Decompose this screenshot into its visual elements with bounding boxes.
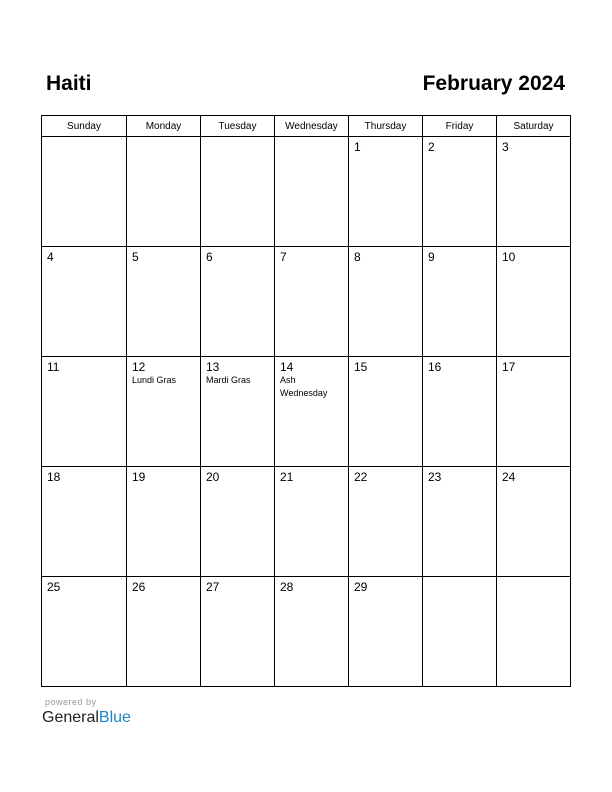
day-number: 17 xyxy=(502,360,516,374)
day-cell xyxy=(423,137,497,247)
generalblue-logo[interactable] xyxy=(42,708,131,728)
day-number: 6 xyxy=(206,250,213,264)
day-number: 24 xyxy=(502,470,516,484)
week-row xyxy=(42,247,571,357)
holiday-label: Mardi Gras xyxy=(206,375,251,385)
day-cell xyxy=(349,357,423,467)
day-cell xyxy=(275,247,349,357)
day-cell xyxy=(349,577,423,687)
day-cell xyxy=(127,577,201,687)
day-cell xyxy=(497,357,571,467)
day-cell xyxy=(127,137,201,247)
day-number: 25 xyxy=(47,580,61,594)
day-cell xyxy=(497,467,571,577)
day-number: 8 xyxy=(354,250,361,264)
weekday-wednesday: Wednesday xyxy=(275,116,349,137)
holiday-label: Ash Wednesday xyxy=(280,375,328,398)
day-cell xyxy=(423,247,497,357)
day-number: 15 xyxy=(354,360,368,374)
weekday-sunday: Sunday xyxy=(42,116,127,137)
day-number: 27 xyxy=(206,580,220,594)
day-cell xyxy=(497,577,571,687)
country-title: Haiti xyxy=(46,72,92,95)
day-cell xyxy=(275,467,349,577)
day-cell xyxy=(201,137,275,247)
day-number: 14 xyxy=(280,360,294,374)
day-number: 3 xyxy=(502,140,509,154)
day-number: 23 xyxy=(428,470,442,484)
week-row xyxy=(42,137,571,247)
day-cell xyxy=(423,467,497,577)
day-number: 22 xyxy=(354,470,368,484)
day-cell xyxy=(42,577,127,687)
day-cell xyxy=(497,247,571,357)
day-number: 2 xyxy=(428,140,435,154)
day-number: 1 xyxy=(354,140,361,154)
day-number: 16 xyxy=(428,360,442,374)
day-cell xyxy=(127,467,201,577)
day-cell xyxy=(42,357,127,467)
day-number: 7 xyxy=(280,250,287,264)
day-number: 19 xyxy=(132,470,146,484)
week-row xyxy=(42,357,571,467)
day-number: 10 xyxy=(502,250,516,264)
weekday-thursday: Thursday xyxy=(349,116,423,137)
weekday-saturday: Saturday xyxy=(497,116,571,137)
calendar-grid xyxy=(41,115,571,687)
day-number: 26 xyxy=(132,580,146,594)
day-cell xyxy=(349,247,423,357)
day-cell xyxy=(201,247,275,357)
day-number: 20 xyxy=(206,470,220,484)
weekday-header-row xyxy=(42,116,571,137)
day-number: 28 xyxy=(280,580,294,594)
day-cell xyxy=(201,357,275,467)
day-cell xyxy=(42,467,127,577)
day-cell xyxy=(201,577,275,687)
day-number: 29 xyxy=(354,580,368,594)
day-number: 21 xyxy=(280,470,294,484)
day-cell xyxy=(42,247,127,357)
day-cell xyxy=(497,137,571,247)
day-cell xyxy=(423,357,497,467)
day-number: 12 xyxy=(132,360,146,374)
brand-general: General xyxy=(42,709,99,726)
holiday-label: Lundi Gras xyxy=(132,375,177,385)
day-cell xyxy=(275,357,349,467)
day-cell xyxy=(275,577,349,687)
day-number: 11 xyxy=(47,360,60,374)
powered-by-text: powered by xyxy=(45,697,97,707)
day-cell xyxy=(127,357,201,467)
day-cell xyxy=(275,137,349,247)
day-number: 5 xyxy=(132,250,139,264)
month-title: February 2024 xyxy=(422,72,565,95)
day-number: 4 xyxy=(47,250,54,264)
day-cell xyxy=(42,137,127,247)
week-row xyxy=(42,577,571,687)
day-number: 18 xyxy=(47,470,61,484)
day-cell xyxy=(349,137,423,247)
week-row xyxy=(42,467,571,577)
day-number: 9 xyxy=(428,250,435,264)
weekday-friday: Friday xyxy=(423,116,497,137)
day-cell xyxy=(127,247,201,357)
day-cell xyxy=(201,467,275,577)
weekday-monday: Monday xyxy=(127,116,201,137)
day-cell xyxy=(349,467,423,577)
day-cell xyxy=(423,577,497,687)
brand-blue: Blue xyxy=(98,709,131,726)
day-number: 13 xyxy=(206,360,220,374)
weekday-tuesday: Tuesday xyxy=(201,116,275,137)
